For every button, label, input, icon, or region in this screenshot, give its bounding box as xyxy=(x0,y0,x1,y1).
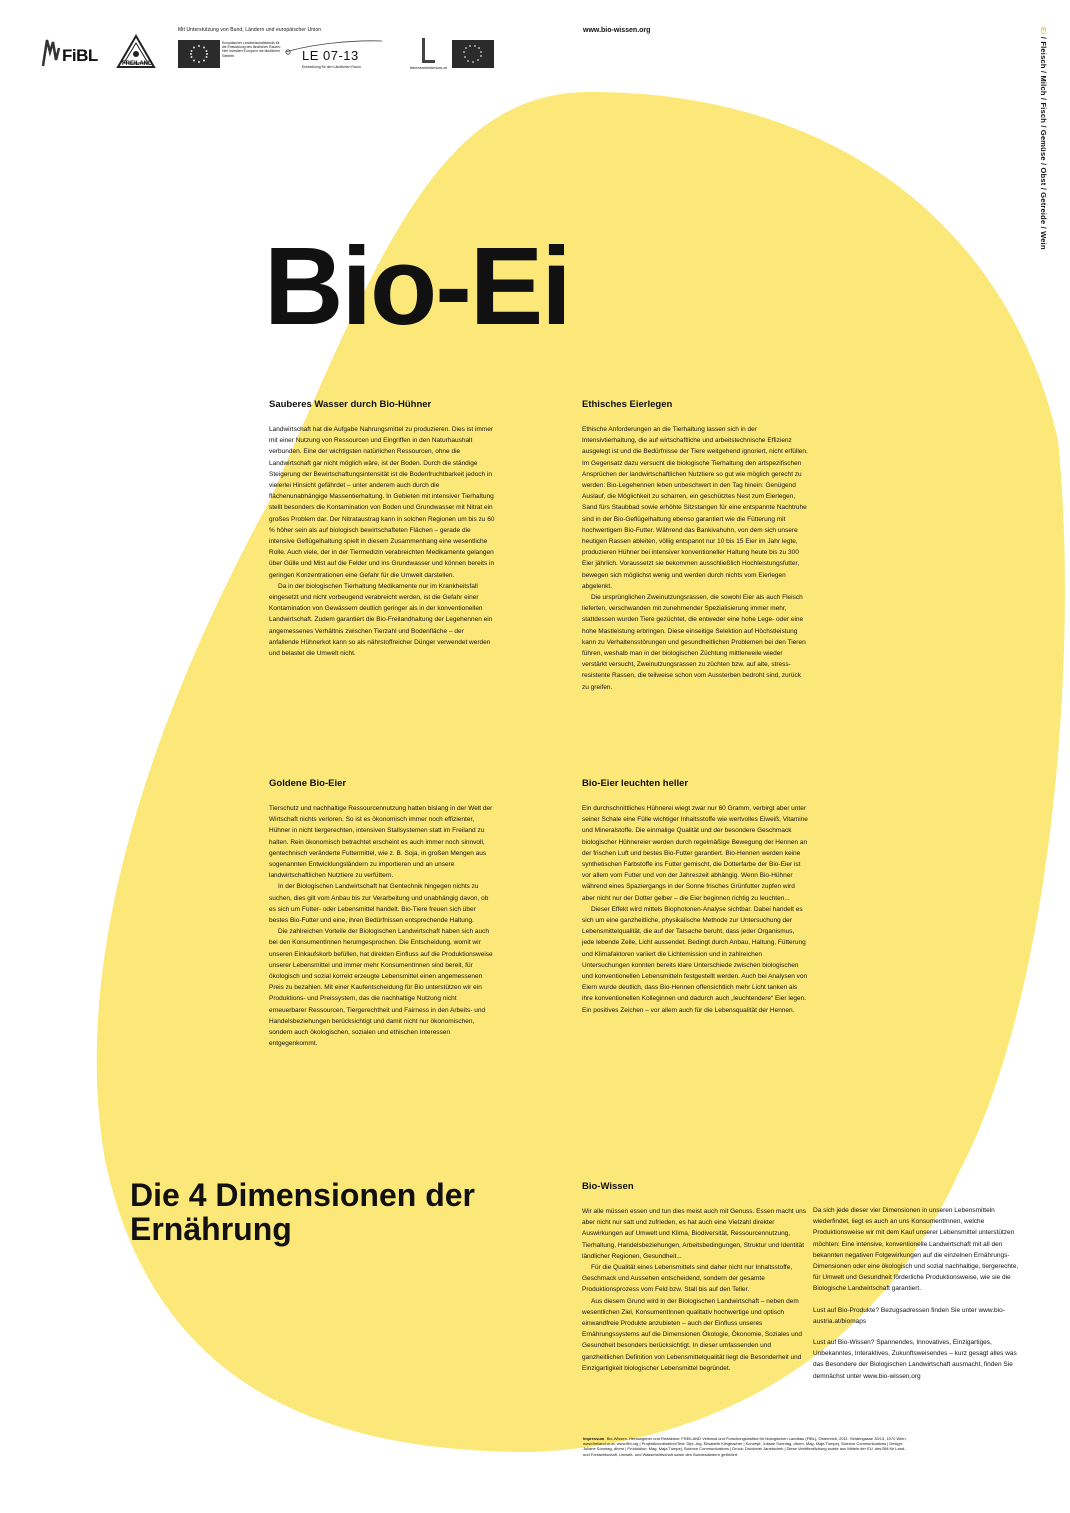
section-heading: Sauberes Wasser durch Bio-Hühner xyxy=(269,399,432,410)
section-paragraph: Ein durchschnittliches Hühnerei wiegt zwar nur 60 Gramm, verbirgt aber unter seiner Schale eine Fülle wichtiger Inhaltsstoffe wie wertvolles Eiweiß, Vitamine und Mineralstoffe. Die einmalige Qualität und der besondere Geschmack biologischer Hühnereier werden durch regelmäßige Bewegung der Hennen an der frischen Luft und bestes Bio-Futter garantiert. Bio-Hennen werden keine synthetischen Farbstoffe ins Futter gemischt, die Dotterfarbe der Bio-Eier ist vor allem vom Futter und von der Jahreszeit abhängig. Wenn Bio-Hühner während eines Spaziergangs in der Sonne frisches Grünfutter zupfen wird aber nicht nur der Dotter gelber – die Eier beginnen richtig zu leuchten... xyxy=(582,805,808,902)
lebensministerium-logo: lebensministerium.at xyxy=(410,38,460,72)
nav-other-items[interactable]: / Fleisch / Milch / Fisch / Gemüse / Obst / Getreide / Wein xyxy=(1039,34,1048,250)
section-paragraph: Die ursprünglichen Zweinutzungsrassen, die sowohl Eier als auch Fleisch lieferten, verschwanden mit zunehmender Spezialisierung immer mehr, stattdessen wurden Tiere gezüchtet, die entweder eine hohe Lege- oder eine hohe Mastleistung erbringen. Diese einseitige Selektion auf Höchstleistung kann zu Verhaltensstörungen und gesundheitlichen Problemen bei den Tieren führen, weshalb man in der biologischen Züchtung mittlerweile wieder verstärkt versucht, Zweinutzungsrassen zu züchten bzw. auf alte, stress-resistente Rassen, die teilweise schon vom Aussterben bedroht sind, zurück zu greifen. xyxy=(582,594,806,691)
impressum-text: Bio-Wissen. Herausgeber und Redaktion: FREILAND Verband und Forschungsinstitut für biologischen Landbau (FiBL), Österreich, 2011. Seidengasse 33/13, 1070 Wien, www.freiland.or.at, www.fibl.org | Projektkoordination/Text: Dipl.-Ing. Elisabeth Klingbacher | Konzept: Juliane Sonntag, dform, Mag. Maja Tumpej, Science Communications | Design: Juliane Sonntag, dform | Produktion: Mag. Maja Tumpej, Science Communications | Druck: Druckerei Janetschek | Diese Veröffentlichung wurde aus Mitteln der EU, des BM für Land- und Forstwirtschaft, Umwelt- und Wasserwirtschaft sowie den Bundesländern gefördert. xyxy=(583,1436,907,1457)
lebensministerium-mark-icon xyxy=(422,38,435,63)
eu-fund-text: Europäischer Landwirtschaftsfonds für die Entwicklung des ländlichen Raums: Hier investiert Europa in die ländlichen Gebiete. xyxy=(222,41,281,58)
eu-organic-leaf-icon xyxy=(452,40,494,68)
impressum-label: Impressum xyxy=(583,1436,605,1441)
eu-bio-logo xyxy=(452,40,494,68)
eu-stars-icon xyxy=(178,40,220,68)
le-07-13-logo: LE 07-13 Entwicklung für den Ländlichen Raum xyxy=(282,38,387,72)
section-ethisches-eierlegen xyxy=(582,399,808,693)
page-title: Bio-Ei xyxy=(264,225,570,348)
dimensions-title: Die 4 Dimensionen der Ernährung xyxy=(130,1177,475,1247)
section-heading: Bio-Eier leuchten heller xyxy=(582,778,689,789)
impressum xyxy=(583,1436,909,1457)
section-heading: Goldene Bio-Eier xyxy=(269,778,347,789)
freiland-logo: FREILAND xyxy=(116,34,156,70)
section-bio-eier-leuchten xyxy=(582,778,808,1016)
bio-wissen-paragraph: Für die Qualität eines Lebensmittels sind daher nicht nur Inhaltsstoffe, Geschmack und Aussehen entscheidend, sondern der gesamte Produktionsprozess vom Feld bzw. Stall bis auf den Teller. xyxy=(582,1264,793,1294)
support-text: Mit Unterstützung von Bund, Ländern und europäischer Union xyxy=(178,27,322,33)
bio-wissen-paragraph: Wir alle müssen essen und tun dies meist auch mit Genuss. Essen macht uns aber nicht nur satt und zufrieden, es hat auch eine Vielzahl direkter Auswirkungen auf Umwelt und Klima, Biodiversität, Ressourcennutzung, Tierhaltung, Handelsbeziehungen, Arbeitsbedingungen, Struktur und Identität ländlicher Regionen, Gesundheit... xyxy=(582,1208,806,1260)
fibl-logo: FiBL xyxy=(40,36,102,68)
website-url[interactable]: www.bio-wissen.org xyxy=(583,27,651,34)
section-paragraph: Die zahlreichen Vorteile der Biologischen Landwirtschaft haben sich auch bei den KonsumentInnen herumgesprochen. Die Entscheidung, womit wir unseren Einkaufskorb befüllen, hat direkten Einfluss auf die Produktionsweise unserer Lebensmittel und immer mehr KonsumentInnen sind bereit, für ökologisch und sozial korrekt erzeugte Lebensmittel einen angemessenen Preis zu bezahlen. Mit einer Kaufentscheidung für Bio unterstützen wir ein Produktions- und Preissystem, das die nachhaltige Nutzung nicht erneuerbarer Ressourcen, Tiergerechtheit und Fairness in den Arbeits- und Handelsbeziehungen berücksichtigt und damit nicht nur ökonomischen, sondern auch ökologischen, sozialen und ethischen Interessen entgegenkommt. xyxy=(269,928,493,1048)
section-paragraph: Da in der biologischen Tierhaltung Medikamente nur im Krankheitsfall eingesetzt und nicht vorbeugend verabreicht werden, ist die Gefahr einer Kontamination von Gewässern deutlich geringer als in der konventionellen Landwirtschaft. Zudem garantiert die Bio-Freilandhaltung der Legehennen ein angemessenes Verhältnis zwischen Tierzahl und Bodenfläche – der anfallende Hühnerkot kann so als nährstoffreicher Dünger verwendet werden und belastet die Umwelt nicht. xyxy=(269,582,493,658)
bio-wissen-heading: Bio-Wissen xyxy=(582,1181,634,1192)
bio-wissen-hint: Lust auf Bio-Wissen? Spannendes, Innovatives, Einzigartiges, Unbekanntes, Interaktives, Zukunftsweisendes – kurz gesagt alles was das Besondere der Biologischen Landwirtschaft ausmacht, finden Sie demnächst unter www.bio-wissen.org xyxy=(813,1339,1017,1380)
fibl-leaf-icon xyxy=(40,38,62,68)
section-paragraph: Landwirtschaft hat die Aufgabe Nahrungsmittel zu produzieren. Dies ist immer mit einer Nutzung von Ressourcen und Eingriffen in den Naturhaushalt verbunden. Eine der wichtigsten natürlichen Ressourcen, ohne die Landwirtschaft gar nicht möglich wäre, ist der Boden. Durch die ständige Steigerung der Bewirtschaftungsintensität ist die Bodenfruchtbarkeit jedoch in vielerlei Hinsicht gefährdet – unter anderem auch durch die flächenunabhängige Massentierhaltung. In Gebieten mit intensiver Tierhaltung stellt besonders die Kontamination von Boden und Grundwasser mit Nitrat ein großes Problem dar. Der Nitrataustrag kann in solchen Regionen um bis zu 60 % höher sein als auf biologisch bewirtschafteten Flächen – gerade die intensive Geflügelhaltung spielt in diesem Zusammenhang eine wesentliche Rolle. Auch viele, der in der Tiermedizin verabreichten Medikamente gelangen über Gülle und Mist auf die Felder und ins Grundwasser und können bereits in geringen Konzentrationen eine Gefahr für die Umwelt darstellen. xyxy=(269,426,495,579)
bio-wissen-right xyxy=(813,1205,1025,1382)
bio-wissen-paragraph: Da sich jede dieser vier Dimensionen in unseren Lebensmitteln wiederfindet, liegt es auch an uns KonsumentInnen, welche Produktionsweise wir mit dem Kauf unserer Lebensmittel unterstützen möchten: Eine intensive, konventionelle Landwirtschaft mit all den bekannten negativen Folgewirkungen auf die einzelnen Ernährungs-Dimensionen oder eine ökologisch und sozial nachhaltige, tiergerechte, für Umwelt und Gesundheit förderliche Produktionsweise, wie sie die Biologische Landwirtschaft garantiert. xyxy=(813,1207,1019,1293)
section-sauberes-wasser xyxy=(269,399,495,659)
bio-wissen-left xyxy=(582,1181,808,1374)
eu-flag-logo xyxy=(178,40,220,68)
section-paragraph: Ethische Anforderungen an die Tierhaltung lassen sich in der Intensivtierhaltung, die auf wirtschaftliche und arbeitstechnische Effizienz ausgelegt ist und die Bedürfnisse der Tiere weitgehend ignoriert, nicht erfüllen. Im Gegensatz dazu versucht die biologische Tierhaltung den artspezifischen Ansprüchen der landwirtschaftlichen Nutztiere so gut wie möglich gerecht zu werden: Bio-Legehennen leben unbeschwert in den Tag hinein: Genügend Auslauf, die Möglichkeit zu scharren, ein geschütztes Nest zum Eierlegen, Sand fürs Staubbad sowie erhöhte Sitzstangen für eine entspannte Nachtruhe sind in der Bio-Geflügelhaltung ebenso garantiert wie die Fütterung mit hochwertigem Bio-Futter. Während das Bankivahuhn, von dem sich unsere heutigen Rassen ableiten, völlig entspannt nur 10 bis 15 Eier im Jahr legte, produzieren Hühner bei intensiver konventioneller Haltung heute bis zu 300 Eier jährlich. Voraussetzt sie bekommen ausschließlich Hochleistungsfutter, bewegen sich möglichst wenig und werden durch nichts vom Eierlegen abgelenkt. xyxy=(582,426,808,590)
section-paragraph: Tierschutz und nachhaltige Ressourcennutzung hatten bislang in der Welt der Wirtschaft nichts verloren. So ist es ökonomisch immer noch effizienter, Hühner in nicht tiergerechten, intensiven Stallsystemen statt im Freiland zu halten. Rein ökonomisch betrachtet erscheint es auch immer noch sinnvoll, gentechnisch veränderte Futtermittel, wie z. B. Soja, in großen Mengen aus sogenannten Entwicklungsländern zu importieren und an unsere landwirtschaftlichen Nutztiere zu verfüttern. xyxy=(269,805,493,880)
section-paragraph: Dieser Effekt wird mittels Biophotonen-Analyse sichtbar. Dabei handelt es sich um eine ganzheitliche, physikalische Methode zur Untersuchung der Lebensmittelqualität, die auf der Tatsache beruht, dass jeder Organismus, jede lebende Zelle, Licht aussendet. Bedingt durch Anbau, Haltung, Fütterung und Klimafaktoren variiert die Lichtemission und in zahlreichen Untersuchungen konnten bereits klare Unterschiede zwischen biologischen und konventionellen Lebensmitteln festgestellt werden. Auch bei Analysen von Eiern wurde deutlich, dass Bio-Hennen offensichtlich mehr Licht tanken als ihre konventionellen Kolleginnen und dadurch auch „leuchtendere“ Eier legen. Ein positives Zeichen – vor allem auch für die Lebensqualität der Hennen. xyxy=(582,905,808,1014)
section-paragraph: In der Biologischen Landwirtschaft hat Gentechnik hingegen nichts zu suchen, dies gilt vom Anbau bis zur Verarbeitung und unabhängig davon, ob es sich um Futter- oder Lebensmittel handelt. Bio-Tiere freuen sich über bestes Bio-Futter und eine, ihren Bedürfnissen entsprechende Haltung. xyxy=(269,883,489,925)
section-goldene-bio-eier xyxy=(269,778,495,1049)
bio-produkte-hint: Lust auf Bio-Produkte? Bezugsadressen finden Sie unter www.bio-austria.at/biomaps xyxy=(813,1306,1005,1325)
logo-bar xyxy=(40,24,520,76)
nav-current-item[interactable]: Ei xyxy=(1039,27,1048,35)
section-heading: Ethisches Eierlegen xyxy=(582,399,673,410)
bio-wissen-paragraph: Aus diesem Grund wird in der Biologischen Landwirtschaft – neben dem wesentlichen Ziel, KonsumentInnen qualitativ hochwertige und optisch einwandfreie Produkte anzubieten – auch der Einfluss unseres Ernährungssystems auf die Dimensionen Ökologie, Ökonomie, Soziales und Gesundheit besonders berücksichtigt. In dieser umfassenden und ganzheitlichen Definition von Lebensmittelqualität liegt die Besonderheit und Einzigartigkeit biologischer Lebensmittel begründet. xyxy=(582,1297,803,1372)
product-navigation xyxy=(1039,27,1048,250)
